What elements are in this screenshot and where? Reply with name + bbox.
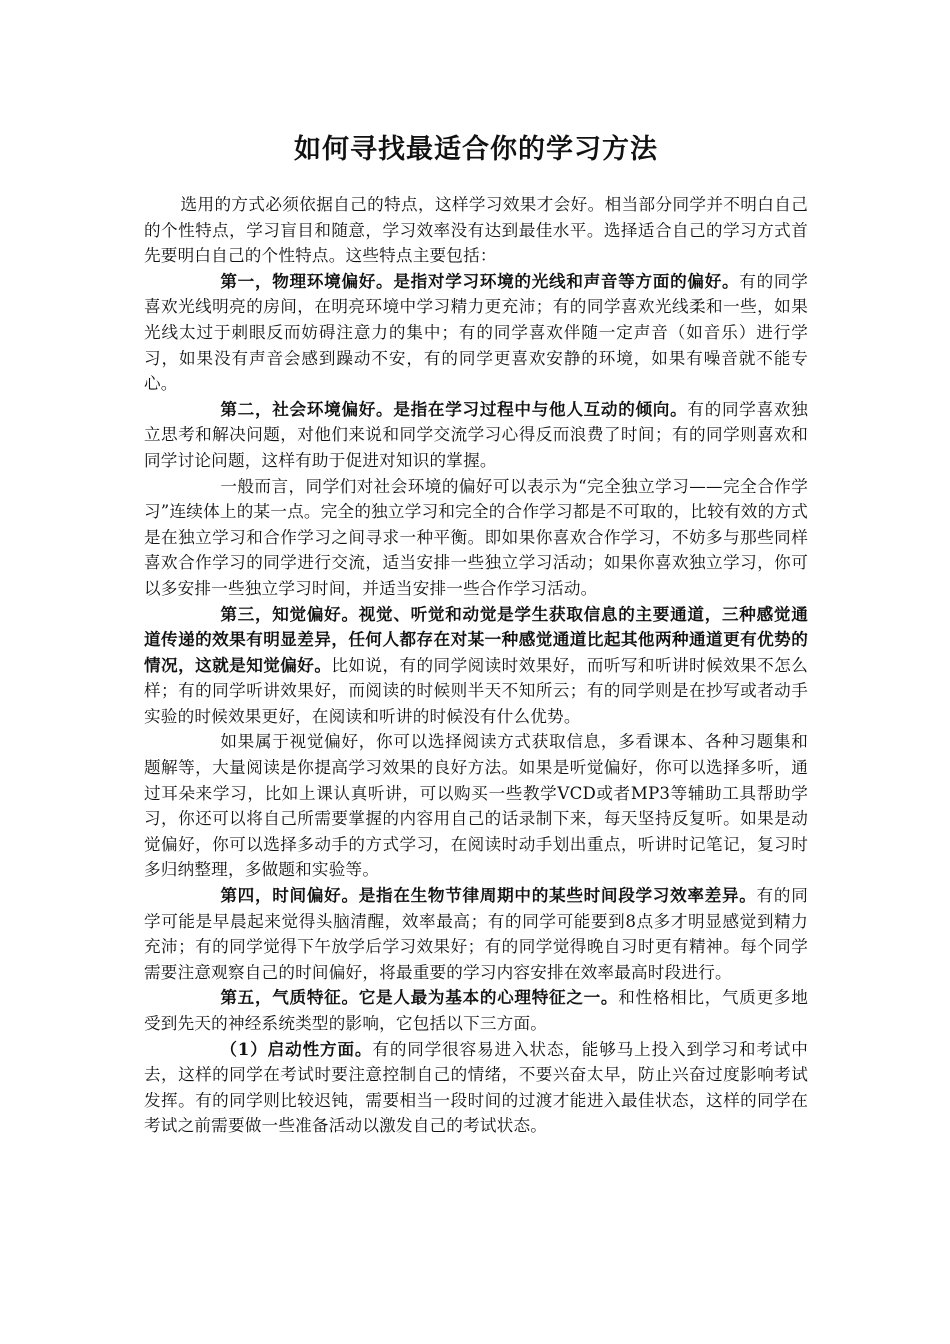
text-perception-advice: 如果属于视觉偏好，你可以选择阅读方式获取信息，多看课本、各种习题集和题解等，大量阅读是你提高学习效果的良好方法。如果是听觉偏好，你可以选择多听，通过耳朵来学习，比如上课认真听讲，可以购买一些教学VCD或者MP3等辅助工具帮助学习，你还可以将自己所需要掌握的内容用自己的话录制下来，每天坚持反复听。如果是动觉偏好，你可以选择多动手的方式学习，在阅读时动手划出重点，听讲时记笔记，复习时多归纳整理，多做题和实验等。 (144, 732, 808, 880)
text-social-environment: 有的同学喜欢独立思考和解决问题，对他们来说和同学交流学习心得反而浪费了时间；有的同学则喜欢和同学讨论问题，这样有助于促进对知识的掌握。 (144, 399, 808, 470)
heading-temperament: 第五，气质特征。它是人最为基本的心理特征之一。 (220, 987, 619, 1008)
text-temperament: 和性格相比，气质更多地受到先天的神经系统类型的影响，它包括以下三方面。 (144, 988, 808, 1033)
paragraph-social-environment (144, 397, 808, 474)
paragraph-perception-advice (144, 729, 808, 883)
paragraph-temperament (144, 985, 808, 1036)
heading-startup: （1）启动性方面。 (220, 1038, 373, 1059)
heading-social-environment: 第二，社会环境偏好。是指在学习过程中与他人互动的倾向。 (220, 398, 688, 419)
intro-text: 选用的方式必须依据自己的特点，这样学习效果才会好。相当部分同学并不明白自己的个性特点，学习盲目和随意，学习效率没有达到最佳水平。选择适合自己的学习方式首先要明白自己的个性特点。这些特点主要包括： (144, 195, 808, 266)
document-title: 如何寻找最适合你的学习方法 (294, 134, 658, 165)
paragraph-physical-environment (144, 269, 808, 397)
text-time: 有的同学可能是早晨起来觉得头脑清醒，效率最高；有的同学可能要到8点多才明显感觉到精力充沛；有的同学觉得下午放学后学习效果好；有的同学觉得晚自习时更有精神。每个同学需要注意观察自己的时间偏好，将最重要的学习内容安排在效率最高时段进行。 (144, 886, 808, 982)
intro-paragraph (144, 192, 808, 269)
heading-perception: 第三，知觉偏好。视觉、听觉和动觉是学生获取信息的主要通道，三种感觉通道传递的效果有明显差异，任何人都存在对某一种感觉通道比起其他两种通道更有优势的情况，这就是知觉偏好。 (144, 603, 808, 675)
text-social-balance: 一般而言，同学们对社会环境的偏好可以表示为“完全独立学习——完全合作学习”连续体上的某一点。完全的独立学习和完全的合作学习都是不可取的，比较有效的方式是在独立学习和合作学习之间寻求一种平衡。即如果你喜欢合作学习，不妨多与那些同样喜欢合作学习的同学进行交流，适当安排一些独立学习活动；如果你喜欢独立学习，你可以多安排一些独立学习时间，并适当安排一些合作学习活动。 (144, 476, 808, 598)
paragraph-social-balance (144, 474, 808, 602)
document-page (144, 130, 808, 1139)
paragraph-perception (144, 602, 808, 730)
text-physical-environment: 有的同学喜欢光线明亮的房间，在明亮环境中学习精力更充沛；有的同学喜欢光线柔和一些，如果光线太过于刺眼反而妨碍注意力的集中；有的同学喜欢伴随一定声音（如音乐）进行学习，如果没有声音会感到躁动不安，有的同学更喜欢安静的环境，如果有噪音就不能专心。 (144, 271, 809, 394)
text-perception: 比如说，有的同学阅读时效果好，而听写和听讲时候效果不怎么样；有的同学听讲效果好，而阅读的时候则半天不知所云；有的同学则是在抄写或者动手实验的时候效果更好，在阅读和听讲的时候没有什么优势。 (144, 655, 808, 726)
text-startup: 有的同学很容易进入状态，能够马上投入到学习和考试中去，这样的同学在考试时要注意控制自己的情绪，不要兴奋太早，防止兴奋过度影响考试发挥。有的同学则比较迟钝，需要相当一段时间的过渡才能进入最佳状态，这样的同学在考试之前需要做一些准备活动以激发自己的考试状态。 (144, 1039, 808, 1136)
heading-time: 第四，时间偏好。是指在生物节律周期中的某些时间段学习效率差异。 (220, 885, 757, 906)
paragraph-time (144, 883, 808, 985)
heading-physical-environment: 第一，物理环境偏好。是指对学习环境的光线和声音等方面的偏好。 (220, 270, 740, 291)
paragraph-startup (144, 1037, 808, 1139)
